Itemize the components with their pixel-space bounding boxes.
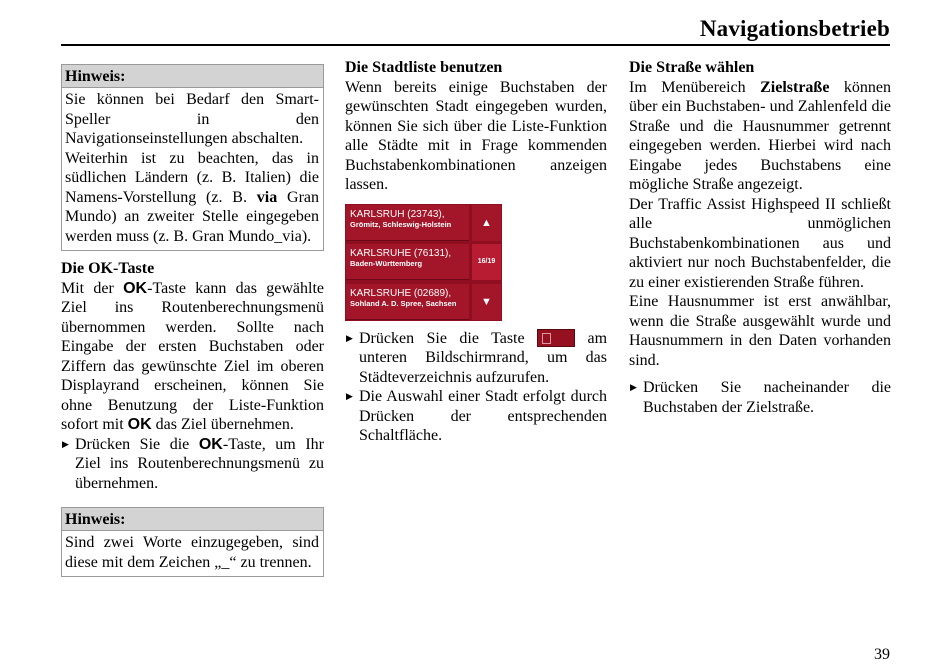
note-text: Gran Mundo) an zweiter Stelle eingegeben werden muss (z. B. Gran Mundo_via). bbox=[65, 188, 320, 245]
note-box-smart-speller bbox=[61, 64, 324, 251]
city-name: KARLSRUH (23743), bbox=[350, 208, 445, 220]
city-region: Grömitz, Schleswig-Holstein bbox=[350, 219, 452, 229]
note-paragraph bbox=[65, 149, 319, 247]
arrow-up-icon: ▲ bbox=[481, 216, 492, 229]
city-list-screenshot bbox=[345, 204, 502, 321]
city-name: KARLSRUHE (76131), bbox=[350, 247, 452, 259]
bullet-arrow-icon: ▶ bbox=[62, 438, 69, 449]
ok-paragraph bbox=[61, 279, 324, 435]
bullet-item bbox=[61, 435, 324, 494]
column-left bbox=[61, 58, 324, 577]
ok-text: das Ziel übernehmen. bbox=[151, 416, 294, 433]
strasse-text: Im Menübereich bbox=[629, 78, 761, 96]
ok-text: -Taste kann das gewählte Ziel ins Routenberechnungsmenü übernommen werden. Sollte nach Eingabe der ersten Buchstaben oder Ziffern das gewünschte Ziel im oberen Displayrand erscheinen, können Sie ohne Benutzung der Liste-Funktion sofort mit bbox=[61, 279, 324, 433]
bullet-arrow-icon: ▶ bbox=[630, 382, 637, 392]
bullet-item bbox=[345, 329, 607, 388]
scroll-up-button bbox=[472, 205, 501, 241]
column-middle bbox=[345, 58, 607, 446]
note-heading: Hinweis: bbox=[62, 65, 323, 88]
section-heading-stadtliste: Die Stadtliste benutzen bbox=[345, 59, 503, 76]
city-region: Baden-Württemberg bbox=[350, 258, 423, 268]
strasse-paragraph: Eine Hausnummer ist erst anwählbar, wenn die Straße ausgewählt wurde und Hausnummern in den Daten vorhanden sind. bbox=[629, 293, 891, 369]
bullet-arrow-icon: ▶ bbox=[346, 391, 353, 401]
arrow-down-icon: ▼ bbox=[481, 295, 492, 308]
city-button-3 bbox=[346, 284, 469, 320]
note-box-underscore bbox=[61, 507, 324, 577]
bullet-text: Drücken Sie die Taste bbox=[359, 329, 525, 347]
page-header bbox=[61, 14, 890, 46]
note-paragraph: Sie können bei Bedarf den Smart-Speller in den Navigationseinstellungen abschalten. bbox=[65, 91, 319, 147]
strasse-bold-zielstrasse: Zielstraße bbox=[760, 78, 830, 96]
list-button-icon bbox=[537, 329, 575, 347]
scroll-down-button bbox=[472, 284, 501, 320]
ok-key-label: OK bbox=[123, 279, 148, 297]
bullet-text: -Taste, um Ihr Ziel ins Routenberechnungsmenü zu übernehmen. bbox=[75, 435, 325, 492]
city-button-1 bbox=[346, 205, 469, 241]
strasse-paragraph bbox=[629, 78, 891, 195]
ok-key-label: OK bbox=[127, 416, 152, 433]
column-right bbox=[629, 58, 891, 417]
note-heading: Hinweis: bbox=[62, 508, 323, 531]
ok-text: Mit der bbox=[61, 279, 124, 297]
note-body bbox=[62, 531, 323, 576]
bullet-text: Die Auswahl einer Stadt erfolgt durch Drücken der entsprechenden Schaltfläche. bbox=[359, 388, 607, 444]
page-indicator: 16/19 bbox=[472, 244, 501, 280]
strasse-text: können über ein Buchstaben- und Zahlenfeld die Straße und die Hausnummer getrennt eingegeben werden. Hierbei wird nach Eingabe jedes Buchstabens eine mögliche Straße angezeigt. bbox=[629, 78, 891, 193]
ok-key-label: OK bbox=[198, 435, 223, 453]
stadtliste-paragraph: Wenn bereits einige Buchstaben der gewünschten Stadt eingegeben wurden, können Sie sich über die Liste-Funktion alle Städte mit in Frage kommenden Buchstabenkombinationen anzeigen lassen. bbox=[345, 78, 607, 193]
city-button-2 bbox=[346, 244, 469, 280]
note-bold-via: via bbox=[256, 188, 278, 206]
bullet-arrow-icon: ▶ bbox=[346, 332, 353, 343]
note-text: Weiterhin ist zu beachten, das in südlichen Ländern (z. B. Italien) die Namens-Vorstellung (z. B. bbox=[65, 149, 319, 206]
city-region: Sohland A. D. Spree, Sachsen bbox=[350, 298, 457, 308]
bullet-text: Drücken Sie die bbox=[75, 435, 199, 453]
city-name: KARLSRUHE (02689), bbox=[350, 287, 452, 299]
page-title: Navigationsbetrieb bbox=[699, 16, 890, 41]
strasse-paragraph: Der Traffic Assist Highspeed II schließt alle unmöglichen Buchstabenkombinationen aus und aktiviert nur noch Buchstabenfelder, die zu einer existierenden Straße führen. bbox=[629, 195, 891, 291]
note-body bbox=[62, 88, 323, 250]
bullet-text: am unteren Bildschirmrand, um das Städteverzeichnis aufzurufen. bbox=[359, 329, 608, 386]
bullet-text: Drücken Sie nacheinander die Buchstaben der Zielstraße. bbox=[643, 379, 891, 416]
section-heading-ok: Die OK-Taste bbox=[61, 260, 155, 277]
bullet-item bbox=[345, 387, 607, 446]
note-paragraph: Sind zwei Worte einzugegeben, sind diese mit dem Zeichen „_“ zu trennen. bbox=[65, 534, 319, 571]
page-number: 39 bbox=[874, 646, 890, 663]
bullet-item bbox=[629, 378, 891, 417]
section-heading-strasse: Die Straße wählen bbox=[629, 59, 755, 76]
